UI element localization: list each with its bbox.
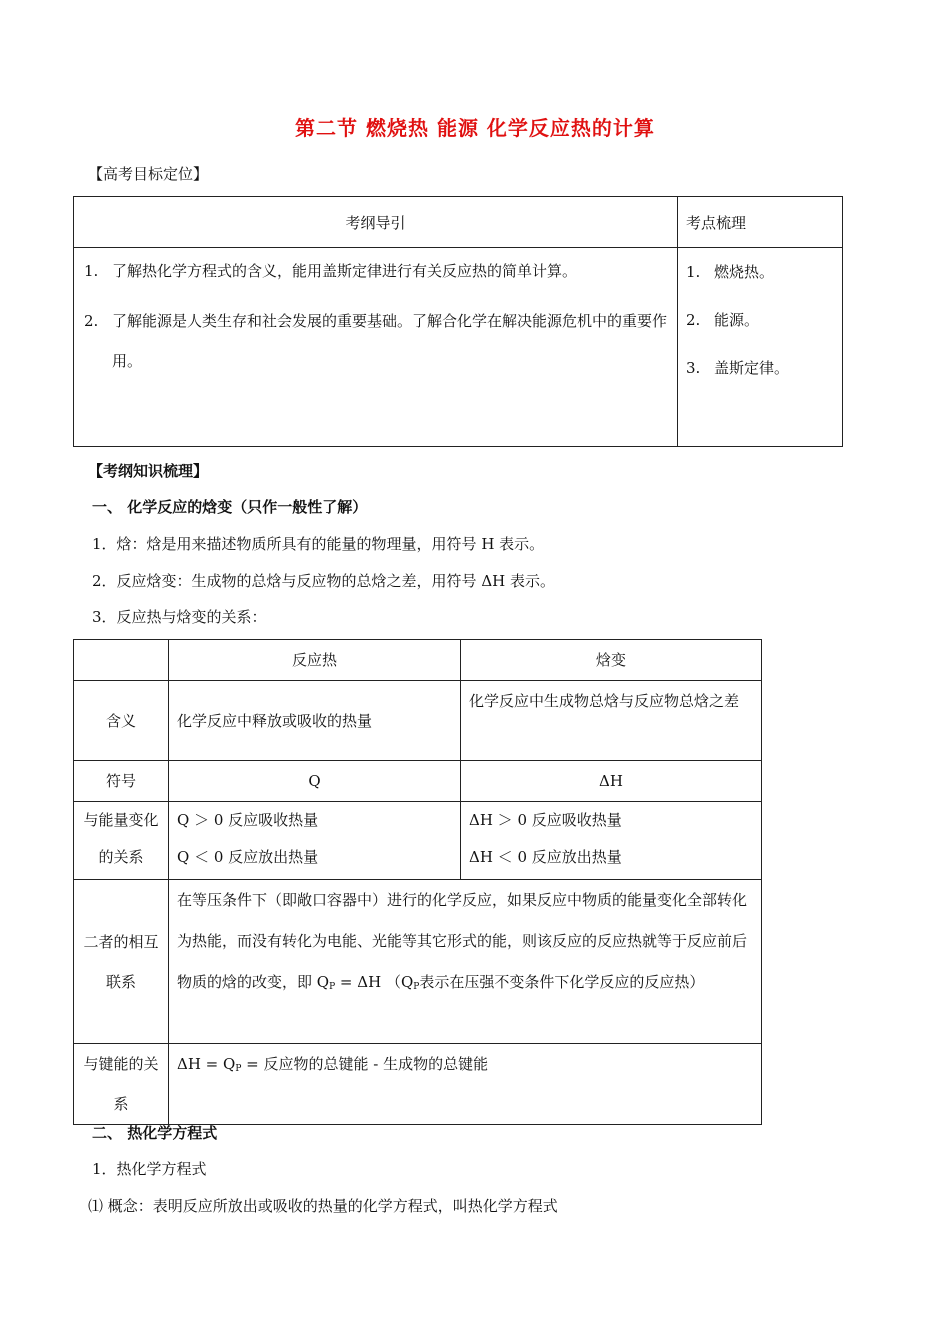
row-label-link: 二者的相互联系 (74, 880, 169, 1044)
guide-list (74, 248, 678, 447)
heat-vs-enthalpy-table (73, 639, 762, 1125)
row-label-energy: 与能量变化的关系 (74, 802, 169, 880)
cell-link-text: 在等压条件下（即敞口容器中）进行的化学反应，如果反应中物质的能量变化全部转化为热能，而没有转化为电能、光能等其它形式的能，则该反应的反应热就等于反应前后物质的焓的改变，即 $Q_P = \Delta H$ （$Q_P$表示在压强不变条件下化学反应的反应热） (169, 880, 762, 1044)
paragraph-relation: 3．反应热与焓变的关系： (92, 608, 267, 626)
section-goal-label: 【高考目标定位】 (88, 165, 209, 183)
row-label-meaning: 含义 (74, 681, 169, 761)
table-row (74, 761, 762, 802)
table-cell-empty (74, 640, 169, 681)
list-item: 2. 能源。 (686, 311, 760, 329)
header-guide: 考纲导引 (74, 197, 678, 248)
cell-symbol-q: Q (169, 761, 461, 802)
table-header-row (74, 197, 843, 248)
col-reaction-heat: 反应热 (169, 640, 461, 681)
cell-energy-h: ΔH ＞ 0 反应吸收热量 ΔH ＜ 0 反应放出热量 (461, 802, 762, 880)
row-label-bond: 与键能的关系 (74, 1044, 169, 1125)
list-item: 3. 盖斯定律。 (686, 359, 790, 377)
table-row (74, 802, 762, 880)
page-title: 第二节 燃烧热 能源 化学反应热的计算 (295, 116, 655, 140)
cell-bond-text: $\Delta H = Q_P$ = 反应物的总键能 - 生成物的总键能 (169, 1044, 762, 1125)
table-row (74, 1044, 762, 1125)
table-body-row (74, 248, 843, 447)
row-label-symbol: 符号 (74, 761, 169, 802)
cell-meaning-h: 化学反应中生成物总焓与反应物总焓之差 (461, 681, 762, 761)
paragraph-enthalpy: 1．焓：焓是用来描述物质所具有的能量的物理量，用符号 H 表示。 (92, 535, 545, 553)
cell-symbol-h: ΔH (461, 761, 762, 802)
paragraph-enthalpy-change: 2．反应焓变：生成物的总焓与反应物的总焓之差，用符号 ΔH 表示。 (92, 572, 555, 590)
list-item: 2. 了解能源是人类生存和社会发展的重要基础。了解合化学在解决能源危机中的重要作用。 (84, 312, 668, 370)
table-row (74, 880, 762, 1044)
paragraph-concept: ⑴ 概念：表明反应所放出或吸收的热量的化学方程式，叫热化学方程式 (88, 1197, 558, 1215)
heading-enthalpy: 一、 化学反应的焓变（只作一般性了解） (92, 498, 368, 516)
list-item: 1. 了解热化学方程式的含义，能用盖斯定律进行有关反应热的简单计算。 (84, 262, 578, 280)
cell-meaning-q: 化学反应中释放或吸收的热量 (169, 681, 461, 761)
points-list (678, 248, 843, 447)
header-points: 考点梳理 (678, 197, 843, 248)
list-item: 1. 燃烧热。 (686, 263, 775, 281)
heading-thermochemical: 二、 热化学方程式 (92, 1124, 218, 1142)
col-enthalpy-change: 焓变 (461, 640, 762, 681)
cell-energy-q: Q ＞ 0 反应吸收热量 Q ＜ 0 反应放出热量 (169, 802, 461, 880)
paragraph-thermochemical: 1．热化学方程式 (92, 1160, 207, 1178)
section-knowledge-label: 【考纲知识梳理】 (88, 462, 209, 480)
exam-outline-table (73, 196, 843, 447)
table-row (74, 681, 762, 761)
table-row (74, 640, 762, 681)
